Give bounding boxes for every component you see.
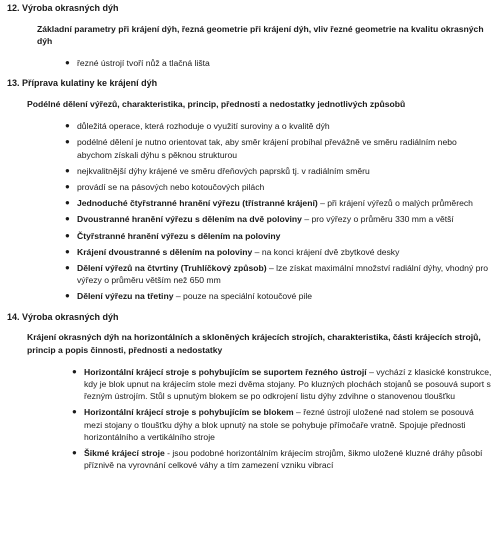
bullet-list xyxy=(7,366,492,472)
list-item-text: – pouze na speciální kotoučové pile xyxy=(173,291,313,302)
list-item xyxy=(7,290,492,302)
section-intro-text: Krájení okrasných dýh na horizontálních a skloněných krájecích strojích, charakteristika, části krájecích strojů, princip a popis činnosti, přednosti a nedostatky xyxy=(27,332,481,355)
list-item-strong: Jednoduché čtyřstranné hranění výřezu (třístranné krájení) xyxy=(77,198,318,209)
list-item-strong: Horizontální krájecí stroje s pohybujícím se suportem řezného ústrojí xyxy=(84,366,367,377)
list-item xyxy=(7,262,492,286)
list-item xyxy=(7,246,492,258)
bullet-icon: ● xyxy=(65,214,70,224)
list-item-text: nejkvalitnější dýhy krájené ve směru dřeňových paprsků tj. v radiálním směru xyxy=(77,165,370,176)
bullet-icon: ● xyxy=(65,263,70,273)
list-item-strong: Čtyřstranné hranění výřezu s dělením na poloviny xyxy=(77,230,281,241)
section-intro xyxy=(37,23,492,47)
bullet-icon: ● xyxy=(65,246,70,256)
bullet-icon: ● xyxy=(72,447,77,457)
bullet-icon: ● xyxy=(65,121,70,131)
list-item-strong: Šikmé krájecí stroje xyxy=(84,447,165,458)
bullet-icon: ● xyxy=(72,407,77,417)
list-item-text: – pro výřezy o průměru 330 mm a větší xyxy=(301,214,454,225)
list-item xyxy=(7,181,492,193)
bullet-icon: ● xyxy=(65,165,70,175)
section-14 xyxy=(7,312,492,472)
bullet-icon: ● xyxy=(65,291,70,301)
list-item xyxy=(7,447,492,471)
section-intro xyxy=(27,331,492,355)
list-item-text: provádí se na pásových nebo kotoučových pilách xyxy=(77,182,265,192)
list-item-text: – na konci krájení dvě zbytkové desky xyxy=(252,246,400,257)
list-item-text: důležitá operace, která rozhoduje o využití suroviny a o kvalitě dýh xyxy=(77,121,330,132)
list-item-strong: Dělení výřezu na třetiny xyxy=(77,291,174,302)
bullet-icon: ● xyxy=(65,230,70,240)
list-item xyxy=(7,230,492,242)
section-12 xyxy=(7,3,492,69)
list-item xyxy=(7,57,492,69)
bullet-icon: ● xyxy=(65,137,70,147)
list-item-strong: Dvoustranné hranění výřezu s dělením na dvě poloviny xyxy=(77,214,302,225)
bullet-icon: ● xyxy=(65,198,70,208)
bullet-list xyxy=(7,57,492,69)
bullet-icon: ● xyxy=(65,58,70,68)
list-item xyxy=(7,366,492,403)
list-item-strong: Krájení dvoustranné s dělením na poloviny xyxy=(77,246,253,257)
list-item xyxy=(7,197,492,209)
list-item-text: – řezné ústrojí uložené nad stolem se posouvá mezi stojany o tloušťku dýhy a blok upnutý na stole se pohybuje přímočaře vratně. Spojuje přednosti horizontálního a vertikálního stroje xyxy=(84,407,474,442)
bullet-icon: ● xyxy=(72,366,77,376)
list-item-text: – při krájení výřezů o malých průměrech xyxy=(317,198,473,209)
section-heading: 13. Příprava kulatiny ke krájení dýh xyxy=(7,78,158,89)
list-item-strong: Dělení výřezů na čtvrtiny (Truhlíčkový způsob) xyxy=(77,263,267,274)
section-intro-text: Základní parametry při krájení dýh, řezná geometrie při krájení dýh, vliv řezné geometrie na kvalitu okrasných dýh xyxy=(37,23,484,46)
section-intro xyxy=(27,98,492,110)
section-heading: 14. Výroba okrasných dýh xyxy=(7,311,119,322)
list-item xyxy=(7,120,492,132)
bullet-icon: ● xyxy=(65,182,70,191)
section-intro-text: Podélné dělení výřezů, charakteristika, princip, přednosti a nedostatky jednotlivých způsobů xyxy=(27,98,406,109)
list-item xyxy=(7,213,492,225)
section-heading: 12. Výroba okrasných dýh xyxy=(7,3,119,13)
section-13 xyxy=(7,78,492,302)
list-item xyxy=(7,136,492,160)
list-item-text: – lze získat maximální množství radiální dýhy, vhodný pro výřezy o průměru větším než 650 mm xyxy=(77,263,489,286)
list-item xyxy=(7,406,492,443)
list-item-text: řezné ústrojí tvoří nůž a tlačná lišta xyxy=(77,58,210,69)
list-item-strong: Horizontální krájecí stroje s pohybujícím se blokem xyxy=(84,407,294,418)
list-item-text: - jsou podobné horizontálním krájecím strojům, šikmo uložené kluzné dráhy působí příznivě na vyrovnání celkové váhy a tím zamezení vzniku vibrací xyxy=(84,447,483,471)
list-item-text: podélné dělení je nutno orientovat tak, aby směr krájení probíhal převážně ve směru radiálním nebo abychom získali dýhu s pěknou strukturou xyxy=(77,137,457,160)
list-item-text: – vychází z klasické konstrukce, kdy je blok upnut na krájecím stole mezi dvěma stojany. Po kluzných plochách stojanů se posouvá suport s řezným ústrojím. Stůl s upnutým blokem se po odkrojení listu dýhy zdvihne o stanovenou tloušťku xyxy=(84,366,492,402)
bullet-list xyxy=(7,120,492,302)
list-item xyxy=(7,165,492,177)
